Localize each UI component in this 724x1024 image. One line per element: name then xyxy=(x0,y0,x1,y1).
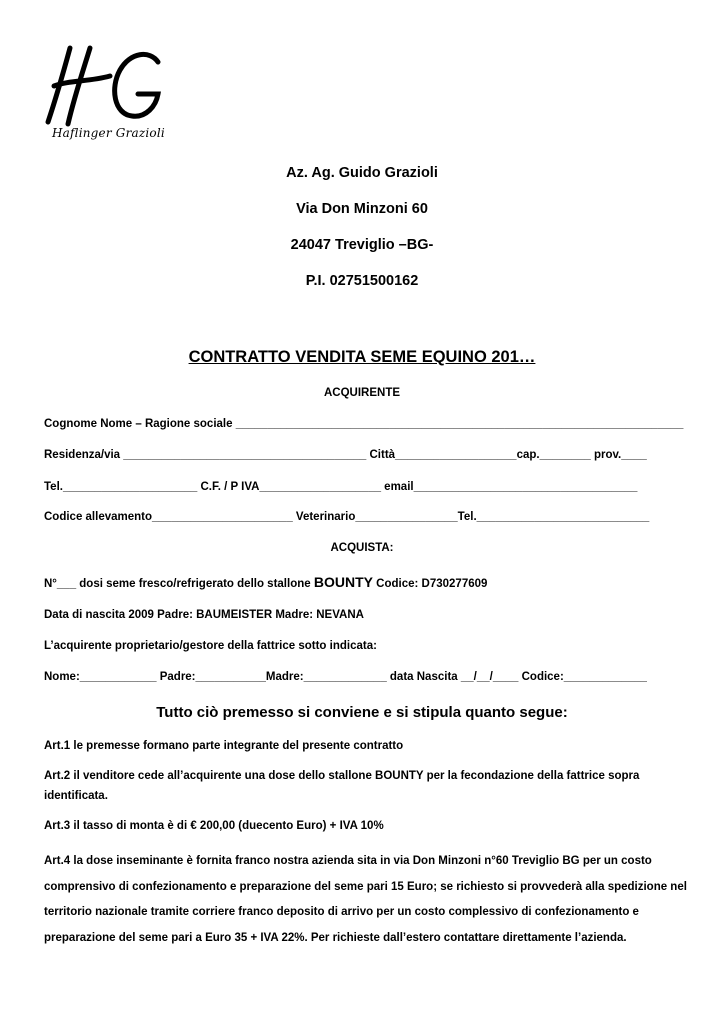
purchase-line xyxy=(44,574,684,590)
article-1: Art.1 le premesse formano parte integrante del presente contratto xyxy=(44,740,404,752)
mare-intro: L’acquirente proprietario/gestore della fattrice sotto indicata: xyxy=(44,640,377,652)
buyer-address-field: Residenza/via ______________________________________ Città___________________cap.________ prov.____ xyxy=(44,449,647,461)
agreement-heading: Tutto ciò premesso si conviene e si stipula quanto segue: xyxy=(156,704,568,721)
buyer-name-field: Cognome Nome – Ragione sociale ______________________________________________________________________ xyxy=(44,418,684,430)
buyer-contact-field: Tel._____________________ C.F. / P IVA___________________ email___________________________________ xyxy=(44,481,638,493)
contract-title: CONTRATTO VENDITA SEME EQUINO 201… xyxy=(188,348,536,366)
company-logo xyxy=(40,40,180,152)
purchase-prefix: N°___ dosi seme fresco/refrigerato dello stallone xyxy=(44,578,314,590)
company-vat: P.I. 02751500162 xyxy=(305,273,419,289)
hg-monogram-icon xyxy=(40,40,180,130)
article-3: Art.3 il tasso di monta è di € 200,00 (duecento Euro) + IVA 10% xyxy=(44,820,384,832)
purchase-heading: ACQUISTA: xyxy=(330,542,394,554)
company-city: 24047 Treviglio –BG- xyxy=(290,237,434,253)
article-2: Art.2 il venditore cede all’acquirente una dose dello stallone BOUNTY per la fecondazione della fattrice sopra identificata. xyxy=(44,770,640,802)
buyer-farm-field: Codice allevamento______________________ Veterinario________________Tel.___________________________ xyxy=(44,511,650,523)
article-4: Art.4 la dose inseminante è fornita franco nostra azienda sita in via Don Minzoni n°60 Treviglio BG per un costo comprensivo di confezionamento e preparazione del seme pari 15 Euro; se richiesto si provvederà alla spedizione nel territorio nazionale tramite corriere franco deposito di arrivo per un costo complessivo di confezionamento e preparazione del seme pari a Euro 35 + IVA 22%. Per richieste dall’estero contattare direttamente l’azienda. xyxy=(44,855,687,944)
pedigree-line: Data di nascita 2009 Padre: BAUMEISTER Madre: NEVANA xyxy=(44,609,364,621)
mare-fields: Nome:____________ Padre:___________Madre:_____________ data Nascita __/__/____ Codice:_____________ xyxy=(44,671,647,683)
company-street: Via Don Minzoni 60 xyxy=(296,201,428,217)
company-name: Az. Ag. Guido Grazioli xyxy=(286,165,438,181)
buyer-heading: ACQUIRENTE xyxy=(323,387,401,399)
purchase-suffix: Codice: D730277609 xyxy=(372,578,488,590)
logo-caption: Haflinger Grazioli xyxy=(52,126,165,140)
stallion-name: BOUNTY xyxy=(313,574,373,590)
